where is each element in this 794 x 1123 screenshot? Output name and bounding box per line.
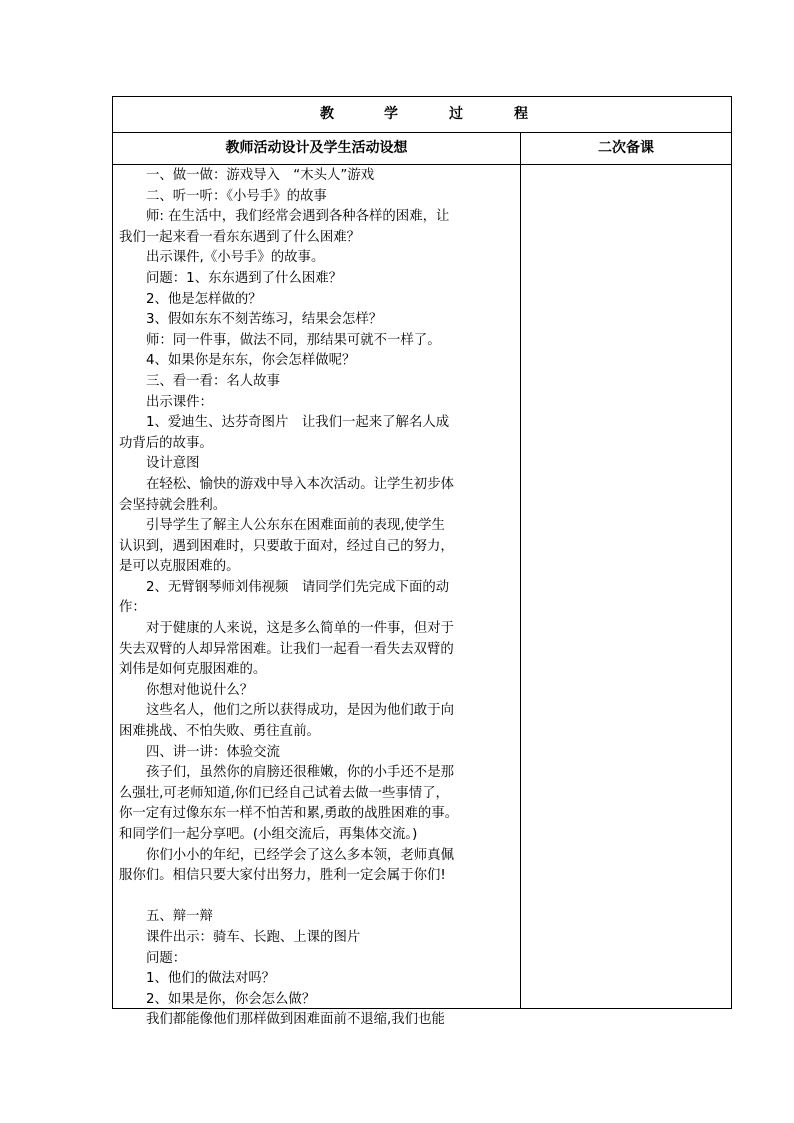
title-char: 程: [514, 106, 528, 122]
teacher-activity-header: 教师活动设计及学生活动设想: [113, 133, 521, 164]
content-line: 设计意图: [146, 456, 200, 472]
content-line: 四、讲一讲：体验交流: [146, 744, 280, 760]
content-line: 刘伟是如何克服困难的。: [119, 662, 267, 678]
content-line: 2、他是怎样做的？: [146, 291, 262, 307]
activity-content-cell: [113, 165, 521, 1028]
content-line: 和同学们一起分享吧。(小组交流后，再集体交流。): [119, 827, 418, 842]
content-line: 服你们。相信只要大家付出努力，胜利一定会属于你们!: [119, 868, 446, 884]
second-prep-cell: [521, 165, 731, 1008]
title-char: 学: [384, 106, 398, 122]
title-char: 过: [449, 106, 463, 122]
content-line: 问题：: [146, 950, 187, 966]
content-line: 2、无臂钢琴师刘伟视频 请同学们先完成下面的动: [146, 579, 450, 595]
content-line: 我们一起来看一看东东遇到了什么困难？: [119, 229, 361, 245]
content-line: 2、如果是你，你会怎么做？: [146, 991, 316, 1007]
content-line: 会坚持就会胜利。: [119, 497, 227, 513]
content-line: 么强壮,可老师知道,你们已经自己试着去做一些事情了，: [119, 785, 449, 801]
content-line: 在轻松、愉快的游戏中导入本次活动。让学生初步体: [146, 476, 454, 492]
lesson-plan-table: [112, 96, 732, 1028]
content-line: 二、听一听：《小号手》的故事: [146, 188, 327, 204]
content-line: 你想对他说什么？: [146, 682, 254, 698]
content-line: 你一定有过像东东一样不怕苦和累,勇敢的战胜困难的事。: [119, 806, 459, 822]
content-line: 是可以克服困难的。: [119, 559, 240, 575]
content-line: 对于健康的人来说，这是多么简单的一件事，但对于: [146, 621, 454, 637]
content-line: 我们都能像他们那样做到困难面前不退缩,我们也能: [146, 1012, 445, 1028]
content-line: 出示课件,《小号手》的故事。: [146, 250, 325, 266]
content-line: 你们小小的年纪，已经学会了这么多本领，老师真佩: [146, 847, 454, 863]
content-line: 引导学生了解主人公东东在困难面前的表现,使学生: [146, 518, 445, 534]
content-line: 孩子们，虽然你的肩膀还很稚嫩，你的小手还不是那: [146, 765, 454, 781]
content-line: 课件出示：骑车、长跑、上课的图片: [146, 929, 361, 945]
title-row: [113, 97, 731, 133]
content-line: 问题：1、东东遇到了什么困难？: [146, 270, 342, 286]
content-line: 3、假如东东不刻苦练习，结果会怎样？: [146, 312, 383, 328]
content-line: 五、辩一辩: [146, 909, 213, 925]
content-line: [119, 887, 516, 908]
content-line: 出示课件：: [146, 394, 213, 410]
content-line: 作：: [119, 600, 146, 616]
content-line: 1、爱迪生、达芬奇图片 让我们一起来了解名人成: [146, 415, 450, 431]
content-line: 三、看一看：名人故事: [146, 373, 280, 389]
content-line: 认识到，遇到困难时，只要敢于面对，经过自己的努力，: [119, 538, 454, 554]
content-line: 师：同一件事，做法不同，那结果可就不一样了。: [146, 332, 441, 348]
second-prep-header: 二次备课: [598, 140, 654, 156]
title-char: 教: [320, 106, 334, 122]
content-line: 一、做一做：游戏导入 “木头人”游戏: [146, 168, 375, 183]
content-line: 这些名人，他们之所以获得成功，是因为他们敢于向: [146, 703, 454, 719]
content-line: 师: 在生活中，我们经常会遇到各种各样的困难，让: [146, 209, 450, 225]
content-line: 1、他们的做法对吗？: [146, 971, 276, 987]
content-line: 功背后的故事。: [119, 435, 213, 451]
header-row: [113, 133, 731, 165]
content-line: 困难挑战、不怕失败、勇往直前。: [119, 724, 320, 740]
content-line: 4、如果你是东东，你会怎样做呢？: [146, 353, 356, 369]
content-line: 失去双臂的人却异常困难。让我们一起看一看失去双臂的: [119, 641, 454, 657]
